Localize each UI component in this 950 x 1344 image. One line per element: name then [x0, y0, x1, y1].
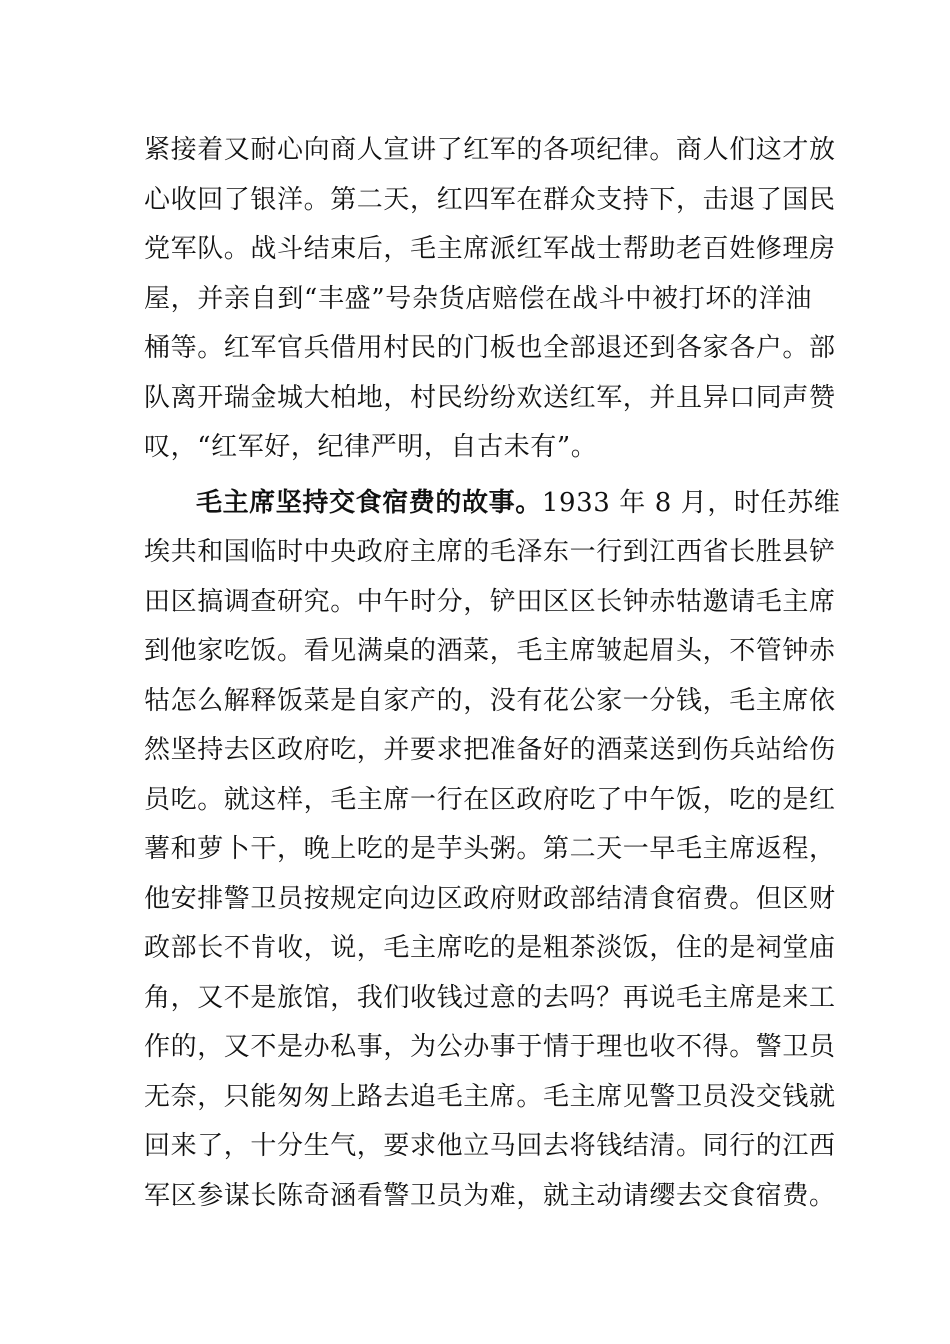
text-line: 作的，又不是办私事，为公办事于情于理也收不得。警卫员 [144, 1032, 836, 1062]
body-text [144, 126, 841, 1221]
text-line: 到他家吃饭。看见满桌的酒菜，毛主席皱起眉头，不管钟赤 [144, 636, 836, 666]
paragraph-1 [144, 126, 836, 473]
text-line: 埃共和国临时中央政府主席的毛泽东一行到江西省长胜县铲 [144, 537, 836, 567]
text-line: 无奈，只能匆匆上路去追毛主席。毛主席见警卫员没交钱就 [144, 1081, 836, 1112]
text-line: 员吃。就这样，毛主席一行在区政府吃了中午饭，吃的是红 [144, 784, 836, 815]
text-line: 回来了，十分生气，要求他立马回去将钱结清。同行的江西 [144, 1131, 836, 1161]
text-line: 然坚持去区政府吃，并要求把准备好的酒菜送到伤兵站给伤 [144, 735, 836, 765]
text-line [144, 479, 841, 529]
text-line: 心收回了银洋。第二天，红四军在群众支持下，击退了国民 [144, 184, 836, 215]
text-line: 桶等。红军官兵借用村民的门板也全部退还到各家各户。部 [144, 333, 836, 363]
text-line: 角，又不是旅馆，我们收钱过意的去吗？再说毛主席是来工 [144, 982, 836, 1013]
text-line: 他安排警卫员按规定向边区政府财政部结清食宿费。但区财 [144, 883, 836, 914]
text-line: 紧接着又耐心向商人宣讲了红军的各项纪律。商人们这才放 [144, 135, 836, 165]
text-line: 叹，“红军好，纪律严明，自古未有”。 [144, 432, 598, 462]
text-line: 政部长不肯收，说，毛主席吃的是粗茶淡饭，住的是祠堂庙 [144, 933, 836, 963]
text-line: 军区参谋长陈奇涵看警卫员为难，就主动请缨去交食宿费。 [144, 1180, 836, 1211]
paragraph-2 [144, 479, 841, 1222]
text-line: 屋，并亲自到“丰盛”号杂货店赔偿在战斗中被打坏的洋油 [144, 283, 812, 314]
text-line: 田区搞调查研究。中午时分，铲田区区长钟赤牯邀请毛主席 [144, 586, 836, 617]
first-line-rest: 1933 年 8 月，时任苏维 [541, 487, 841, 518]
paragraph-heading: 毛主席坚持交食宿费的故事。 [196, 487, 542, 518]
text-line: 队离开瑞金城大柏地，村民纷纷欢送红军，并且异口同声赞 [144, 382, 836, 413]
text-line: 牯怎么解释饭菜是自家产的，没有花公家一分钱，毛主席依 [144, 685, 836, 716]
text-line: 薯和萝卜干，晚上吃的是芋头粥。第二天一早毛主席返程， [144, 834, 836, 864]
text-line: 党军队。战斗结束后，毛主席派红军战士帮助老百姓修理房 [144, 234, 836, 264]
